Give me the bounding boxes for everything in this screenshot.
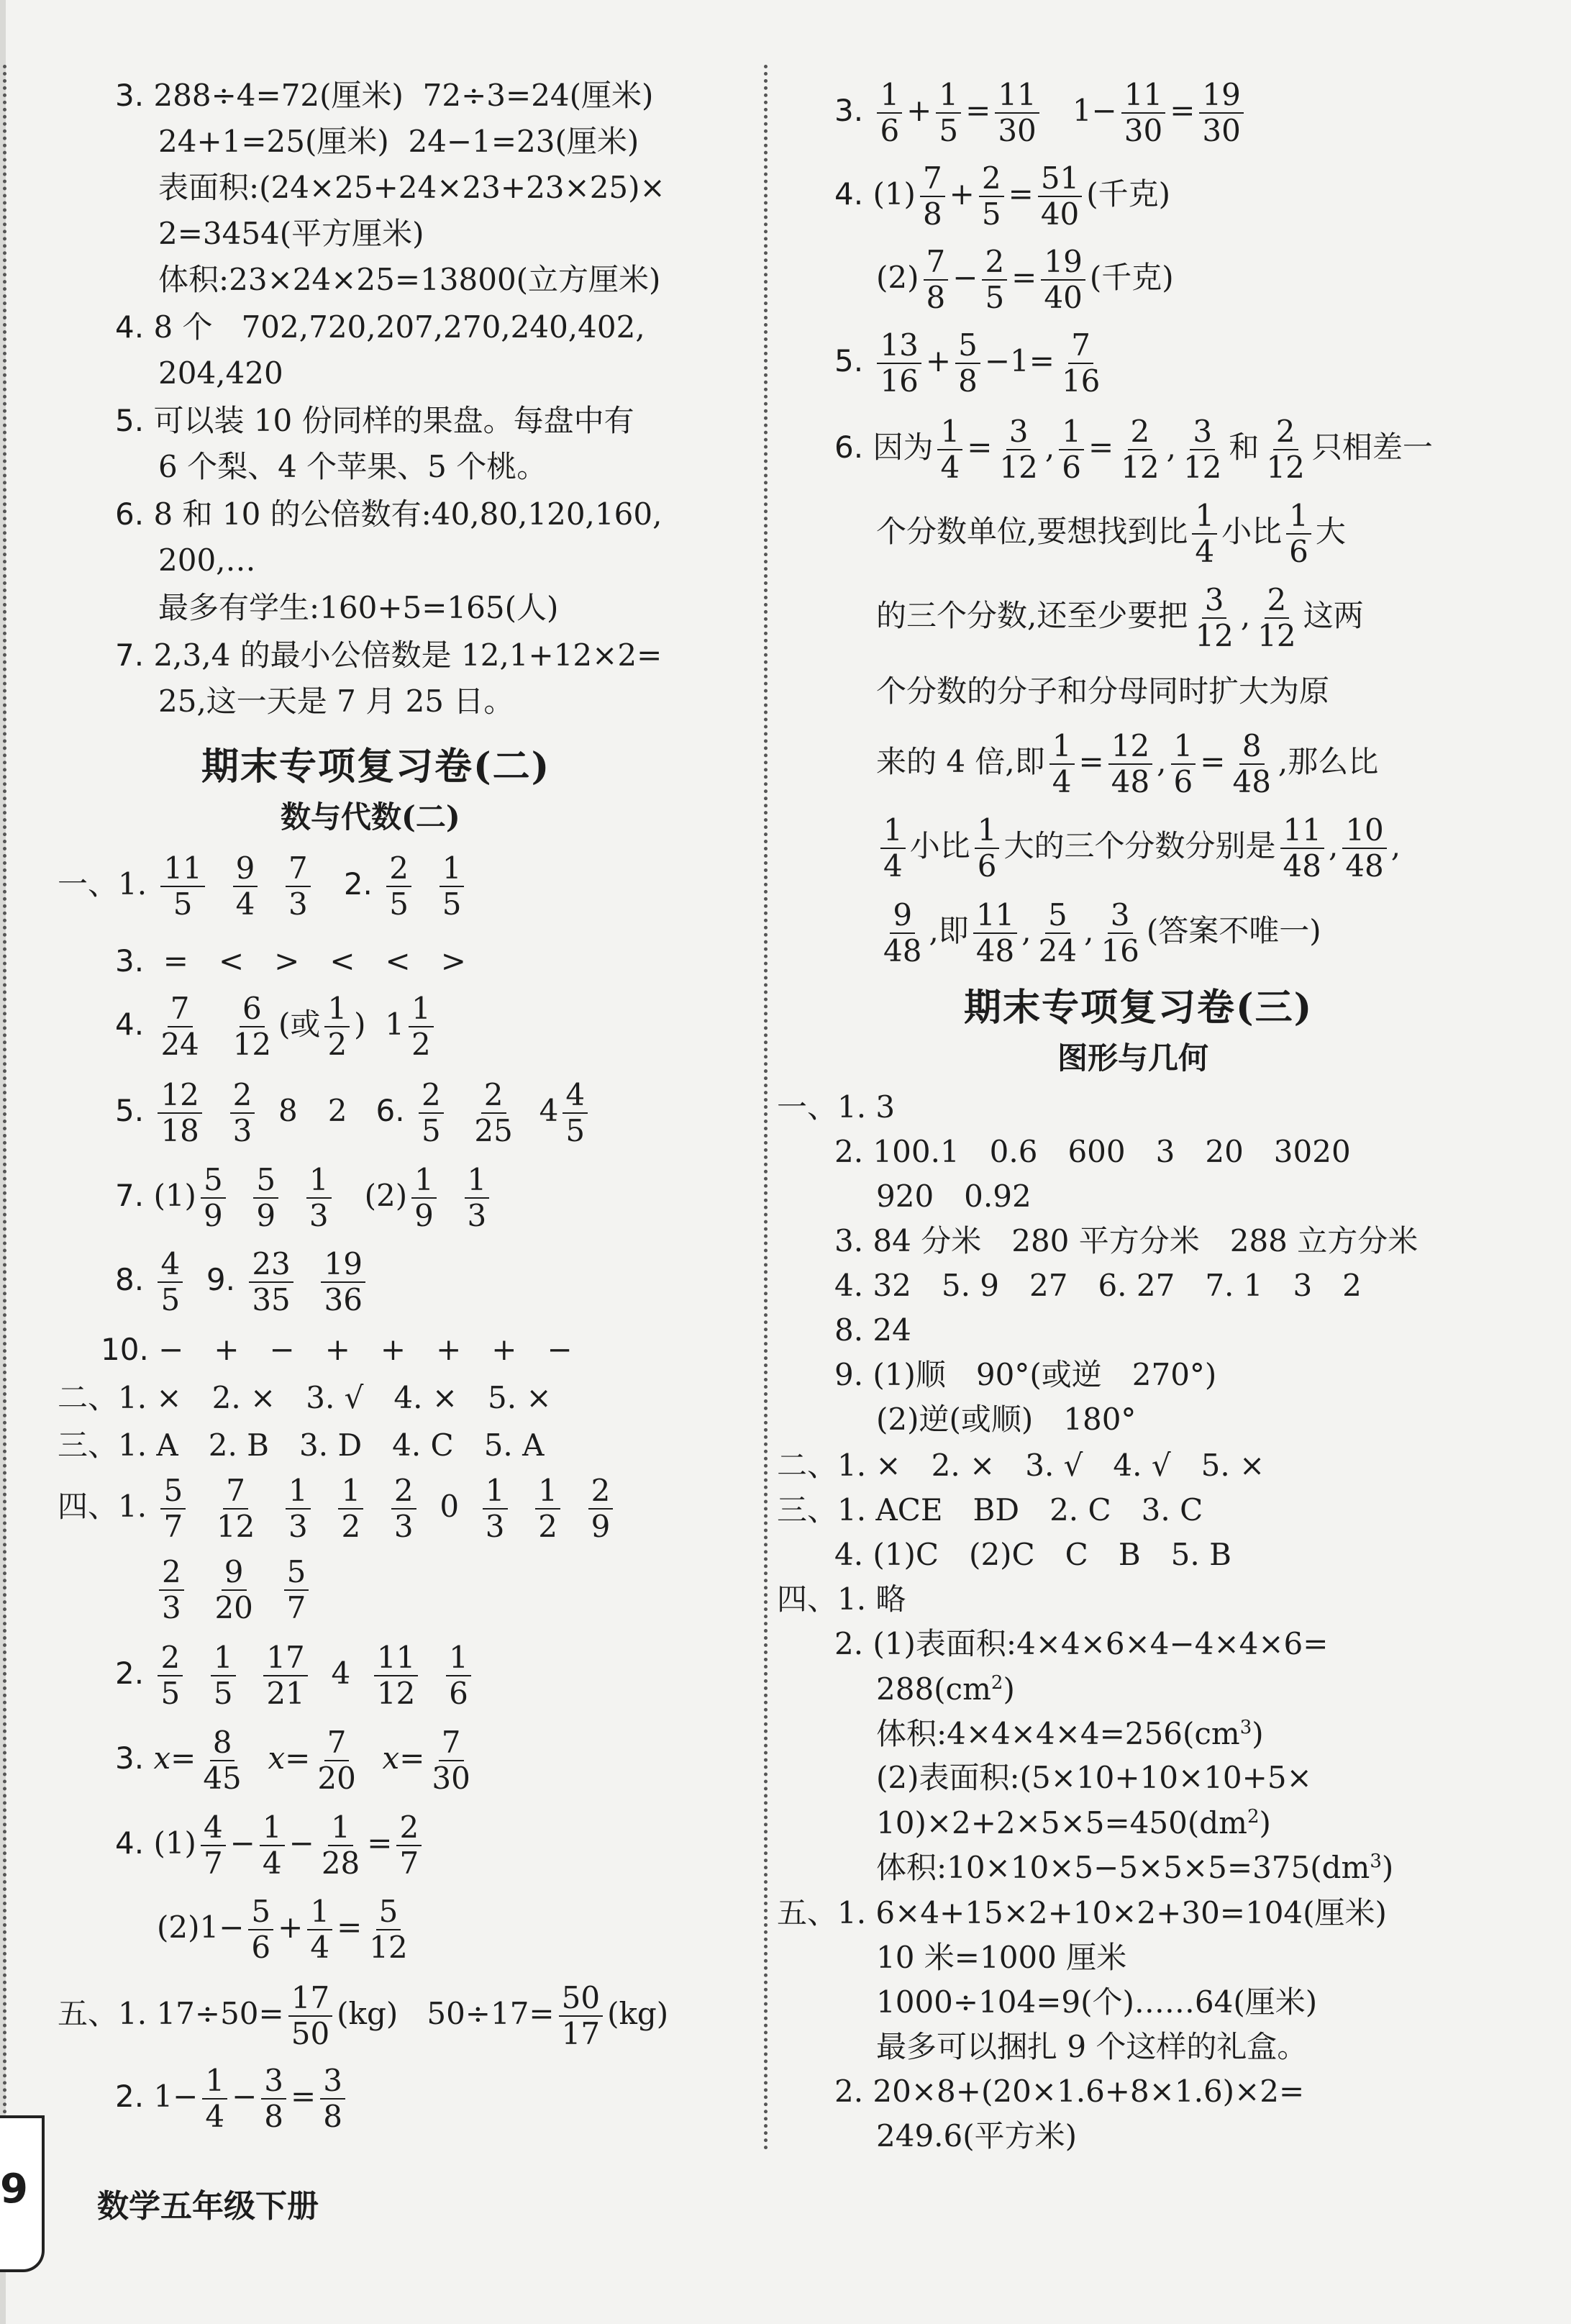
fraction: $\frac{12}{18}$ (158, 1079, 201, 1147)
fraction: $\frac{2}{3}$ (159, 1556, 184, 1624)
fraction: $\frac{11}{12}$ (374, 1642, 418, 1710)
geom-part4-line: 体积$:4\times 4\times 4\times 4=256(cm^3)$ (876, 1716, 1264, 1751)
fraction: $\frac{11}{48}$ (973, 899, 1017, 967)
part1-row1: 一、1. $\frac{11}{5}$ $\frac{9}{4}$ $\frac{7}{3}$ 2. $\frac{2}{5}$ $\frac{1}{5}$ (58, 853, 468, 920)
fraction: $\frac{5}{12}$ (369, 1894, 408, 1966)
fraction: $\frac{1}{6}$ (446, 1642, 471, 1710)
right-answer-6-line1: 6. 因为 $\frac{1}{4}$ = $\frac{3}{12}$ , $\frac{1}{6}$ = $\frac{2}{12}$ , $\frac{3}{12}$ 和 $\frac{2}{12}$ 只相差一 (834, 414, 1433, 486)
fraction: $\frac{23}{35}$ (249, 1248, 293, 1316)
fraction: $\frac{1}{6}$ (1286, 500, 1311, 568)
fraction: $\frac{7}{16}$ (1061, 327, 1101, 399)
fraction: $\frac{1}{4}$ (880, 814, 906, 882)
fraction: $\frac{1}{9}$ (411, 1164, 437, 1232)
part3-answers: 三、1. A 2. B 3. D 4. C 5. A (58, 1427, 545, 1463)
fraction: $\frac{5}{6}$ (248, 1896, 273, 1964)
geom-part4-line: $10)\times 2+2\times 5\times 5=450(dm^2)$ (876, 1805, 1271, 1840)
geom-part4-line: 2. (1)表面积:4×4×6×4−4×4×6= (834, 1626, 1329, 1661)
fraction: $\frac{2}{25}$ (474, 1077, 513, 1149)
fraction: $\frac{7}{30}$ (432, 1725, 470, 1797)
fraction: $\frac{8}{48}$ (1232, 728, 1271, 800)
geom-part2-answers: 二、1. × 2. × 3. √ 4. √ 5. × (777, 1448, 1265, 1483)
right-answer-4a: 4. (1) $\frac{7}{8}$ + $\frac{2}{5}$ = $\frac{51}{40}$ (千克) (834, 160, 1171, 232)
fraction: $\frac{1}{4}$ (1192, 500, 1217, 568)
fraction: $\frac{7}{20}$ (317, 1725, 356, 1797)
section-subtitle-3: 图形与几何 (1057, 1040, 1209, 1076)
fraction: $\frac{1}{6}$ (1171, 730, 1196, 798)
part1-row5: 5. $\frac{12}{18}$ $\frac{2}{3}$ 8 2 6. $\frac{2}{5}$ $\frac{2}{25}$ 4 $\frac{4}{5}$ (115, 1079, 592, 1147)
part2-answers: 二、1. × 2. × 3. √ 4. × 5. × (58, 1380, 552, 1415)
right-answer-6-line2: 个分数单位,要想找到比 $\frac{1}{4}$ 小比 $\frac{1}{6}$ 大 (876, 498, 1346, 570)
book-title: 数学五年级下册 (97, 2188, 319, 2225)
geom-part5-line: 五、1. 6×4+15×2+10×2+30=104(厘米) (777, 1895, 1387, 1930)
fraction: $\frac{1}{3}$ (306, 1164, 332, 1232)
answer-line: 200,… (158, 543, 256, 578)
binding-dots (3, 65, 6, 2151)
answer-line: 2=3454(平方厘米) (158, 216, 424, 251)
geom-part4-line: (2)表面积:(5×10+10×10+5× (876, 1760, 1312, 1795)
fraction: $\frac{1}{6}$ (975, 814, 1000, 882)
fraction: $\frac{7}{8}$ (920, 163, 945, 230)
fraction: $\frac{2}{12}$ (1257, 582, 1296, 654)
right-answer-6-line7: $\frac{9}{48}$ ,即 $\frac{11}{48}$ , $\frac{5}{24}$ , $\frac{3}{16}$ (答案不唯一) (876, 899, 1321, 967)
answer-7-sec1: 7. 2,3,4 的最小公倍数是 12,1+12×2= (115, 637, 662, 673)
fraction: $\frac{13}{16}$ (877, 330, 921, 397)
answer-line: 表面积:(24×25+24×23+23×25)× (158, 170, 665, 205)
fraction: $\frac{3}{12}$ (1195, 582, 1234, 654)
answer-line: 204,420 (158, 355, 283, 391)
right-answer-6-line6: $\frac{1}{4}$ 小比 $\frac{1}{6}$ 大的三个分数分别是 $\frac{11}{48}$ , $\frac{10}{48}$ , (876, 814, 1401, 882)
part4-row1b (155, 1556, 313, 1624)
section-title-2: 期末专项复习卷(二) (201, 745, 551, 789)
answer-6-sec1: 6. 8 和 10 的公倍数有:40,80,120,160, (115, 496, 662, 532)
fraction: $\frac{3}{12}$ (1183, 414, 1222, 486)
geom-part1-line: (2)逆(或顺) 180° (876, 1402, 1137, 1437)
part4-row4a: 4. (1) $\frac{4}{7}$ − $\frac{1}{4}$ − $\frac{1}{28}$ = $\frac{2}{7}$ (115, 1812, 426, 1879)
fraction: $\frac{9}{20}$ (214, 1554, 253, 1626)
fraction: $\frac{2}{5}$ (979, 163, 1004, 230)
fraction: $\frac{2}{5}$ (386, 853, 411, 920)
geom-part1-line: 8. 24 (834, 1312, 911, 1348)
fraction: $\frac{1}{4}$ (1049, 730, 1075, 798)
right-answer-6-line3: 的三个分数,还至少要把 $\frac{3}{12}$ , $\frac{2}{12}$ 这两 (876, 582, 1364, 654)
fraction: $\frac{2}{3}$ (391, 1475, 416, 1543)
geom-part1-line: 4. 32 5. 9 27 6. 27 7. 1 3 2 (834, 1268, 1362, 1303)
geom-part5-line: 10 米=1000 厘米 (876, 1940, 1127, 1975)
fraction: $\frac{17}{50}$ (288, 1982, 332, 2050)
right-answer-3: 3. $\frac{1}{6}$ + $\frac{1}{5}$ = $\frac{11}{30}$ 1− $\frac{11}{30}$ = $\frac{19}{30}$ (834, 79, 1248, 147)
fraction: $\frac{4}{5}$ (563, 1079, 588, 1147)
geom-part1-line: 3. 84 分米 280 平方分米 288 立方分米 (834, 1223, 1419, 1258)
fraction: $\frac{19}{40}$ (1041, 246, 1085, 314)
fraction: $\frac{4}{5}$ (158, 1248, 183, 1316)
fraction: $\frac{12}{48}$ (1108, 730, 1152, 798)
fraction: $\frac{1}{2}$ (338, 1475, 363, 1543)
fraction: $\frac{11}{48}$ (1280, 814, 1324, 882)
fraction: $\frac{7}{12}$ (216, 1473, 255, 1545)
fraction: $\frac{6}{12}$ (232, 991, 272, 1063)
fraction: $\frac{9}{48}$ (883, 897, 922, 969)
part4-row4b: (2)1− $\frac{5}{6}$ + $\frac{1}{4}$ = $\frac{5}{12}$ (157, 1896, 415, 1964)
fraction: $\frac{1}{28}$ (321, 1810, 360, 1882)
fraction: $\frac{1}{5}$ (440, 853, 465, 920)
fraction: $\frac{9}{4}$ (233, 853, 258, 920)
fraction: $\frac{2}{5}$ (419, 1079, 444, 1147)
part1-row10: 10. − + − + + + + − (101, 1332, 573, 1367)
right-answer-6-line4: 个分数的分子和分母同时扩大为原 (876, 673, 1330, 709)
fraction: $\frac{11}{5}$ (160, 853, 204, 920)
part5-row1: 五、1. 17÷50= $\frac{17}{50}$ (kg) 50÷17= $\frac{50}{17}$ (kg) (58, 1980, 669, 2052)
fraction: $\frac{1}{2}$ (535, 1475, 560, 1543)
fraction: $\frac{11}{30}$ (1121, 79, 1165, 147)
fraction: $\frac{50}{17}$ (559, 1982, 603, 2050)
page-footer (0, 2115, 504, 2274)
fraction: $\frac{2}{9}$ (588, 1475, 614, 1543)
page-number: 9 (0, 2166, 28, 2212)
fraction: $\frac{1}{4}$ (937, 416, 962, 484)
geom-part5-line: 249.6(平方米) (876, 2118, 1078, 2153)
part1-row8: 8. $\frac{4}{5}$ 9. $\frac{23}{35}$ $\frac{19}{36}$ (115, 1248, 370, 1316)
answer-line: 6 个梨、4 个苹果、5 个桃。 (158, 449, 547, 484)
fraction: $\frac{19}{30}$ (1199, 79, 1243, 147)
part5-row2: 2. 1− $\frac{1}{4}$ − $\frac{3}{8}$ = $\frac{3}{8}$ (115, 2065, 350, 2133)
fraction: $\frac{1}{5}$ (936, 79, 961, 147)
fraction: $\frac{2}{5}$ (158, 1642, 183, 1710)
answer-4-sec1: 4. 8 个 702,720,207,270,240,402, (115, 309, 645, 345)
geom-part5-line: 最多可以捆扎 9 个这样的礼盒。 (876, 2029, 1308, 2064)
fraction: $\frac{2}{5}$ (982, 246, 1007, 314)
fraction: $\frac{5}{7}$ (284, 1556, 309, 1624)
fraction: $\frac{2}{12}$ (1121, 414, 1160, 486)
fraction: $\frac{1}{6}$ (877, 79, 902, 147)
fraction: $\frac{5}{9}$ (253, 1164, 278, 1232)
answer-5-sec1: 5. 可以装 10 份同样的果盘。每盘中有 (115, 403, 634, 438)
fraction: $\frac{1}{3}$ (465, 1164, 490, 1232)
fraction: $\frac{19}{36}$ (321, 1248, 365, 1316)
fraction: $\frac{5}{8}$ (955, 330, 980, 397)
geom-part4-line: $288(cm^2)$ (876, 1671, 1015, 1707)
part4-row1: 四、1. $\frac{5}{7}$ $\frac{7}{12}$ $\frac{1}{3}$ $\frac{1}{2}$ $\frac{2}{3}$ 0 $\frac{1}{3}$ $\frac{1}{2}$ $\frac{2}{9}$ (58, 1475, 617, 1543)
fraction: $\frac{8}{45}$ (203, 1725, 242, 1797)
fraction: $\frac{5}{7}$ (160, 1475, 186, 1543)
answer-line: 最多有学生:160+5=165(人) (158, 590, 559, 625)
fraction: $\frac{7}{8}$ (924, 246, 949, 314)
part1-row7: 7. (1) $\frac{5}{9}$ $\frac{5}{9}$ $\frac{1}{3}$ (2) $\frac{1}{9}$ $\frac{1}{3}$ (115, 1164, 493, 1232)
fraction: $\frac{1}{3}$ (483, 1475, 508, 1543)
fraction: $\frac{1}{4}$ (307, 1896, 332, 1964)
fraction: $\frac{11}{30}$ (995, 79, 1039, 147)
answer-line: 25,这一天是 7 月 25 日。 (158, 684, 514, 719)
right-answer-5: 5. $\frac{13}{16}$ + $\frac{5}{8}$ −1= $\frac{7}{16}$ (834, 330, 1107, 397)
fraction: $\frac{1}{5}$ (211, 1642, 236, 1710)
fraction: $\frac{2}{3}$ (230, 1079, 255, 1147)
right-answer-4b: (2) $\frac{7}{8}$ − $\frac{2}{5}$ = $\frac{19}{40}$ (千克) (876, 244, 1174, 316)
fraction: $\frac{3}{12}$ (999, 414, 1038, 486)
answer-line: 体积:23×24×25=13800(立方厘米) (158, 262, 661, 297)
section-title-3: 期末专项复习卷(三) (964, 986, 1313, 1030)
column-divider (764, 65, 768, 2151)
part1-row4: 4. $\frac{7}{24}$ $\frac{6}{12}$ (或 $\frac{1}{2}$ ) 1 $\frac{1}{2}$ (115, 993, 438, 1061)
fraction: $\frac{5}{9}$ (201, 1164, 226, 1232)
fraction: $\frac{5}{24}$ (1038, 897, 1078, 969)
fraction: $\frac{1}{6}$ (1059, 416, 1084, 484)
fraction: $\frac{10}{48}$ (1342, 814, 1386, 882)
fraction: $\frac{1}{4}$ (202, 2065, 227, 2133)
fraction: $\frac{17}{21}$ (263, 1642, 307, 1710)
geom-part1-line: 一、1. 3 (777, 1089, 896, 1125)
fraction: $\frac{51}{40}$ (1038, 163, 1082, 230)
fraction: $\frac{7}{24}$ (160, 991, 199, 1063)
fraction: $\frac{1}{2}$ (324, 993, 350, 1061)
fraction: $\frac{3}{16}$ (1101, 897, 1139, 969)
right-answer-6-line5: 来的 4 倍,即 $\frac{1}{4}$ = $\frac{12}{48}$ , $\frac{1}{6}$ = $\frac{8}{48}$ ,那么比 (876, 728, 1379, 800)
geom-part5-line: 1000÷104=9(个)……64(厘米) (876, 1984, 1318, 2020)
geom-part3-line: 三、1. ACE BD 2. C 3. C (777, 1492, 1203, 1528)
geom-part1-line: 2. 100.1 0.6 600 3 20 3020 (834, 1134, 1351, 1169)
answer-3-sec1: 3. 288÷4=72(厘米) 72÷3=24(厘米) (115, 78, 654, 113)
geom-part1-line: 9. (1)顺 90°(或逆 270°) (834, 1357, 1217, 1392)
fraction: $\frac{1}{4}$ (260, 1812, 285, 1879)
part4-row2: 2. $\frac{2}{5}$ $\frac{1}{5}$ $\frac{17}{21}$ 4 $\frac{11}{12}$ $\frac{1}{6}$ (115, 1642, 475, 1710)
fraction: $\frac{3}{8}$ (261, 2065, 286, 2133)
part1-row3: 3. = < > < < > (115, 943, 466, 979)
geom-part1-line: 920 0.92 (876, 1179, 1032, 1214)
fraction: $\frac{4}{7}$ (201, 1812, 226, 1879)
fraction: $\frac{2}{12}$ (1266, 414, 1305, 486)
geom-part3-line: 4. (1)C (2)C C B 5. B (834, 1537, 1231, 1572)
fraction: $\frac{2}{7}$ (396, 1812, 422, 1879)
part4-row3: 3. x= $\frac{8}{45}$ x= $\frac{7}{20}$ x= $\frac{7}{30}$ (115, 1727, 478, 1794)
fraction: $\frac{1}{3}$ (286, 1475, 311, 1543)
fraction: $\frac{1}{2}$ (409, 993, 434, 1061)
geom-part4-line: 体积$:10\times 10\times 5-5\times 5\times 5=375(dm^3)$ (876, 1850, 1394, 1885)
section-subtitle-2: 数与代数(二) (281, 799, 460, 835)
fraction: $\frac{3}{8}$ (320, 2065, 345, 2133)
geom-part4-line: 四、1. 略 (777, 1581, 906, 1617)
answer-line: 24+1=25(厘米) 24−1=23(厘米) (158, 124, 639, 159)
fraction: $\frac{7}{3}$ (286, 853, 311, 920)
geom-part5-line: 2. 20×8+(20×1.6+8×1.6)×2= (834, 2074, 1305, 2109)
